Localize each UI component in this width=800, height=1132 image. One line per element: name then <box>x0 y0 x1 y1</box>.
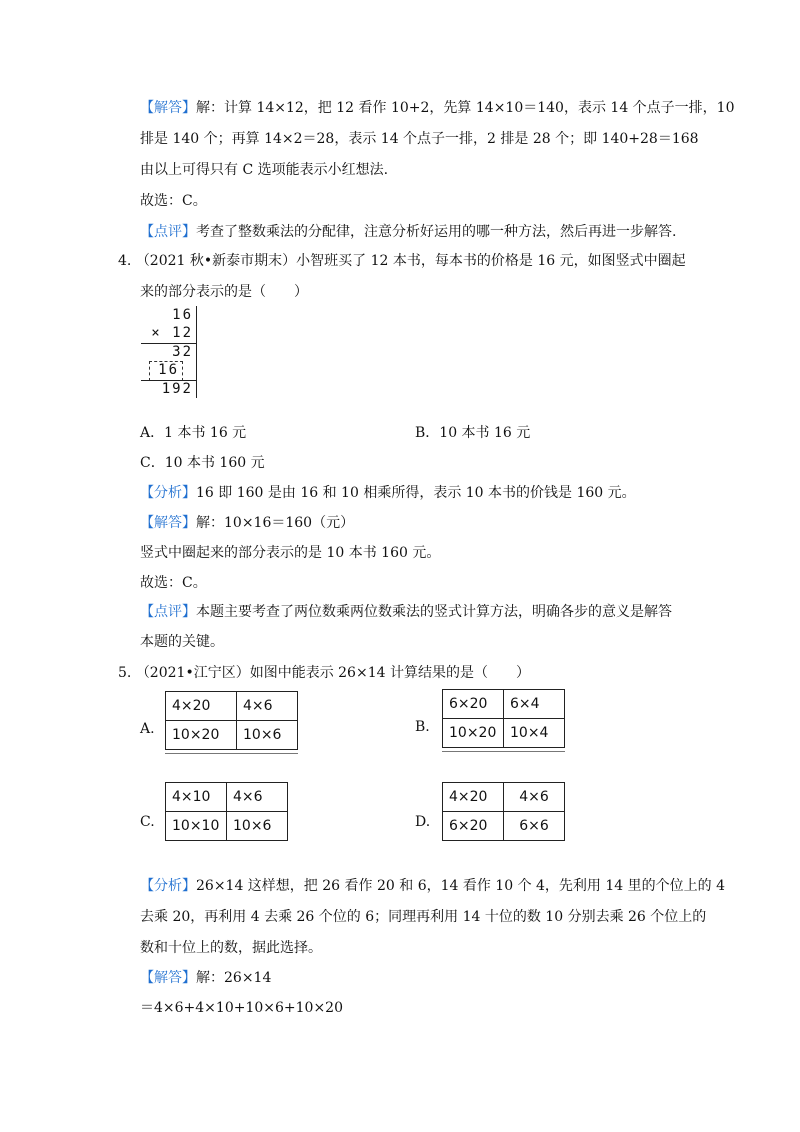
q5-option-c-grid[interactable] <box>165 782 288 841</box>
answer-tag: 【解答】 <box>140 970 196 986</box>
q5-option-a-grid[interactable] <box>165 691 298 750</box>
choose-line: 故选：C。 <box>140 193 207 209</box>
grid-cell: 4×6 <box>504 783 565 812</box>
q5-number: 5. <box>118 665 132 681</box>
comment-tag: 【点评】 <box>140 604 196 620</box>
q4-answer: 【解答】解：10×16＝160（元） <box>140 515 355 531</box>
vert-side-line <box>196 306 197 398</box>
q4-option-c[interactable]: C．10 本书 160 元 <box>140 455 265 471</box>
q5-answer: 【解答】解：26×14 <box>140 970 272 986</box>
q4-answer-2: 竖式中圈起来的部分表示的是 10 本书 160 元。 <box>140 545 441 561</box>
vert-multiplier: × 12 <box>151 325 193 341</box>
q5-analysis-1: 【分析】26×14 这样想，把 26 看作 20 和 6，14 看作 10 个 4，先利用 14 里的个位上的 4 <box>140 878 726 894</box>
q5-analysis-2: 去乘 20，再利用 4 去乘 26 个位的 6；同理再利用 14 十位的数 10 分别去乘 26 个位上的 <box>140 909 707 925</box>
grid-cell: 10×10 <box>166 812 227 841</box>
answer-line-2: 排是 140 个；再算 14×2＝28，表示 14 个点子一排，2 排是 28 个；即 140+28＝168 <box>140 131 699 147</box>
vert-partial-1: 32 <box>172 344 193 360</box>
grid-cell: 4×10 <box>166 783 227 812</box>
answer-tag: 【解答】 <box>140 515 196 531</box>
grid-cell: 4×20 <box>443 783 504 812</box>
vert-result: 192 <box>161 381 193 397</box>
q4-comment-1: 【点评】本题主要考查了两位数乘两位数乘法的竖式计算方法，明确各步的意义是解答 <box>140 604 672 620</box>
grid-cell: 10×4 <box>504 719 565 748</box>
comment-line: 【点评】考查了整数乘法的分配律，注意分析好运用的哪一种方法，然后再进一步解答. <box>140 224 677 240</box>
vert-multiplicand: 16 <box>172 307 193 323</box>
q5-option-c-letter[interactable]: C. <box>140 814 155 830</box>
q5-option-d-grid[interactable] <box>442 782 565 841</box>
q4-choose: 故选：C。 <box>140 575 207 591</box>
q4-option-b[interactable]: B．10 本书 16 元 <box>415 425 531 441</box>
q4-stem-line-2: 来的部分表示的是（ ） <box>140 284 308 300</box>
vertical-multiplication <box>145 306 197 398</box>
grid-cell: 4×20 <box>166 692 237 721</box>
answer-line-1: 【解答】解：计算 14×12，把 12 看作 10+2，先算 14×10＝140，表示 14 个点子一排，10 <box>140 100 735 116</box>
grid-underline <box>165 753 298 754</box>
grid-cell: 10×6 <box>237 721 298 750</box>
grid-cell: 10×6 <box>227 812 288 841</box>
circled-box <box>149 361 183 381</box>
grid-table <box>165 782 288 841</box>
q4-comment-2: 本题的关键。 <box>140 634 224 650</box>
grid-cell: 6×6 <box>504 812 565 841</box>
q5-answer-eq: ＝4×6+4×10+10×6+10×20 <box>140 1000 343 1016</box>
grid-table <box>442 689 565 748</box>
analysis-tag: 【分析】 <box>140 878 196 894</box>
answer-line-3: 由以上可得只有 C 选项能表示小红想法. <box>140 162 389 178</box>
grid-cell: 6×20 <box>443 812 504 841</box>
grid-cell: 4×6 <box>227 783 288 812</box>
q4-analysis: 【分析】16 即 160 是由 16 和 10 相乘所得，表示 10 本书的价钱是 160 元。 <box>140 485 636 501</box>
grid-cell: 10×20 <box>166 721 237 750</box>
grid-cell: 6×4 <box>504 690 565 719</box>
q4-stem-line-1: 4. （2021 秋•新泰市期末）小智班买了 12 本书，每本书的价格是 16 元，如图竖式中圈起 <box>118 253 686 269</box>
q4-option-a[interactable]: A．1 本书 16 元 <box>140 425 247 441</box>
analysis-tag: 【分析】 <box>140 485 196 501</box>
vert-partial-2: 16 <box>158 362 179 378</box>
q5-option-a-letter[interactable]: A. <box>140 721 155 737</box>
grid-cell: 4×6 <box>237 692 298 721</box>
grid-table <box>165 691 298 750</box>
answer-tag: 【解答】 <box>140 100 196 116</box>
q5-analysis-3: 数和十位上的数，据此选择。 <box>140 940 322 956</box>
comment-tag: 【点评】 <box>140 224 196 240</box>
grid-cell: 6×20 <box>443 690 504 719</box>
q5-stem: 5. （2021•江宁区）如图中能表示 26×14 计算结果的是（ ） <box>118 665 530 681</box>
q5-option-b-grid[interactable] <box>442 689 565 748</box>
grid-underline <box>442 751 565 752</box>
q5-option-b-letter[interactable]: B. <box>415 719 430 735</box>
grid-cell: 10×20 <box>443 719 504 748</box>
q5-option-d-letter[interactable]: D. <box>415 814 431 830</box>
grid-table <box>442 782 565 841</box>
q4-number: 4. <box>118 253 132 269</box>
